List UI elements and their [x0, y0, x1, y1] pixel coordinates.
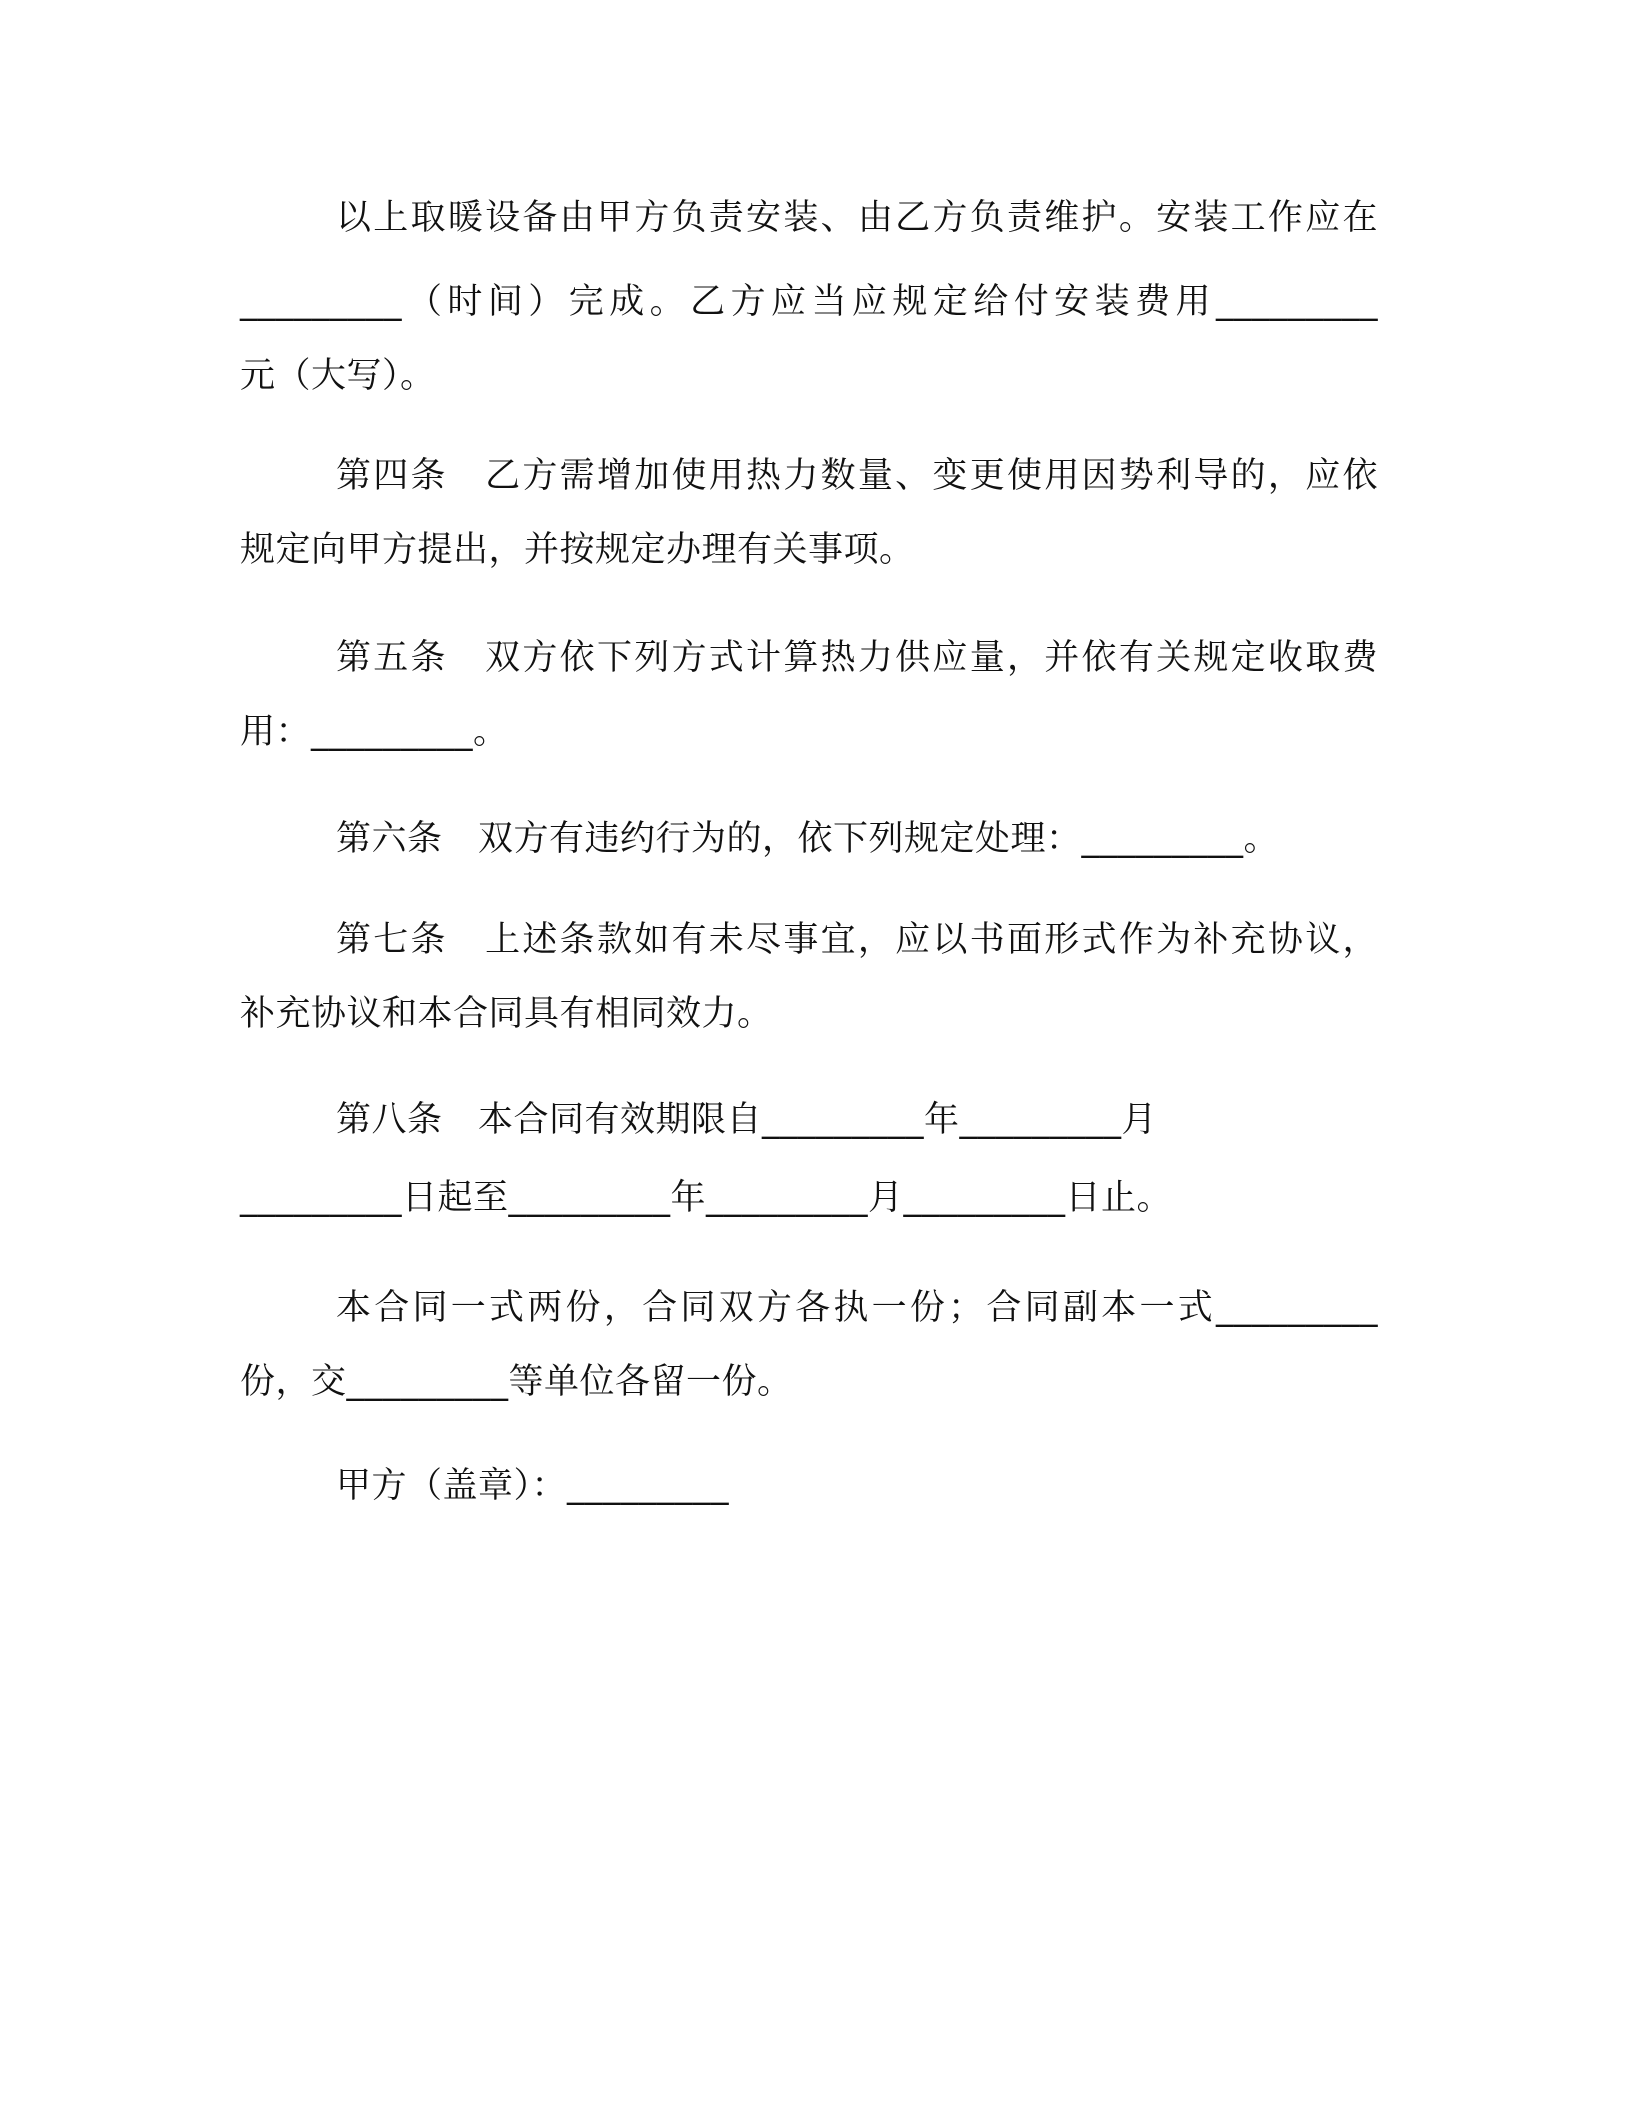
article-7	[240, 912, 1378, 1036]
text-line	[240, 1092, 1378, 1142]
line-text: _________（时间）完成。乙方应当应规定给付安装费用_________	[240, 282, 1378, 322]
article-6	[240, 811, 1378, 861]
line-text: 补充协议和本合同具有相同效力。	[240, 994, 773, 1034]
text-line	[240, 190, 1378, 240]
text-line	[240, 348, 1378, 398]
line-text: 甲方（盖章）：_________	[336, 1466, 730, 1506]
text-line	[240, 986, 1378, 1036]
text-line	[240, 704, 1378, 754]
text-line	[240, 630, 1378, 680]
line-text: 本合同一式两份，合同双方各执一份；合同副本一式_________	[336, 1288, 1378, 1328]
copies-clause	[240, 1280, 1378, 1404]
text-line	[240, 811, 1378, 861]
text-line	[240, 1458, 1378, 1508]
line-text: 第六条 双方有违约行为的，依下列规定处理：_________。	[336, 819, 1280, 859]
line-text: 第五条 双方依下列方式计算热力供应量，并依有关规定收取费	[336, 638, 1378, 678]
line-text: 以上取暖设备由甲方负责安装、由乙方负责维护。安装工作应在	[336, 198, 1378, 238]
line-text: 元（大写）。	[240, 356, 436, 396]
text-line	[240, 448, 1378, 498]
line-text: 第四条 乙方需增加使用热力数量、变更使用因势利导的，应依	[336, 456, 1378, 496]
line-text: 第七条 上述条款如有未尽事宜，应以书面形式作为补充协议，	[336, 920, 1378, 960]
text-line	[240, 1170, 1378, 1220]
article-4	[240, 448, 1378, 572]
text-line	[240, 1354, 1378, 1404]
paragraph-installation	[240, 190, 1378, 398]
line-text: 用：_________。	[240, 712, 509, 752]
article-8	[240, 1092, 1378, 1220]
line-text: _________日起至_________年_________月_________日止。	[240, 1178, 1173, 1218]
party-a-signature	[240, 1458, 1378, 1508]
article-5	[240, 630, 1378, 754]
line-text: 规定向甲方提出，并按规定办理有关事项。	[240, 530, 915, 570]
text-line	[240, 274, 1378, 324]
line-text: 份，交_________等单位各留一份。	[240, 1362, 793, 1402]
text-line	[240, 912, 1378, 962]
text-line	[240, 1280, 1378, 1330]
line-text: 第八条 本合同有效期限自_________年_________月	[336, 1100, 1158, 1140]
text-line	[240, 522, 1378, 572]
